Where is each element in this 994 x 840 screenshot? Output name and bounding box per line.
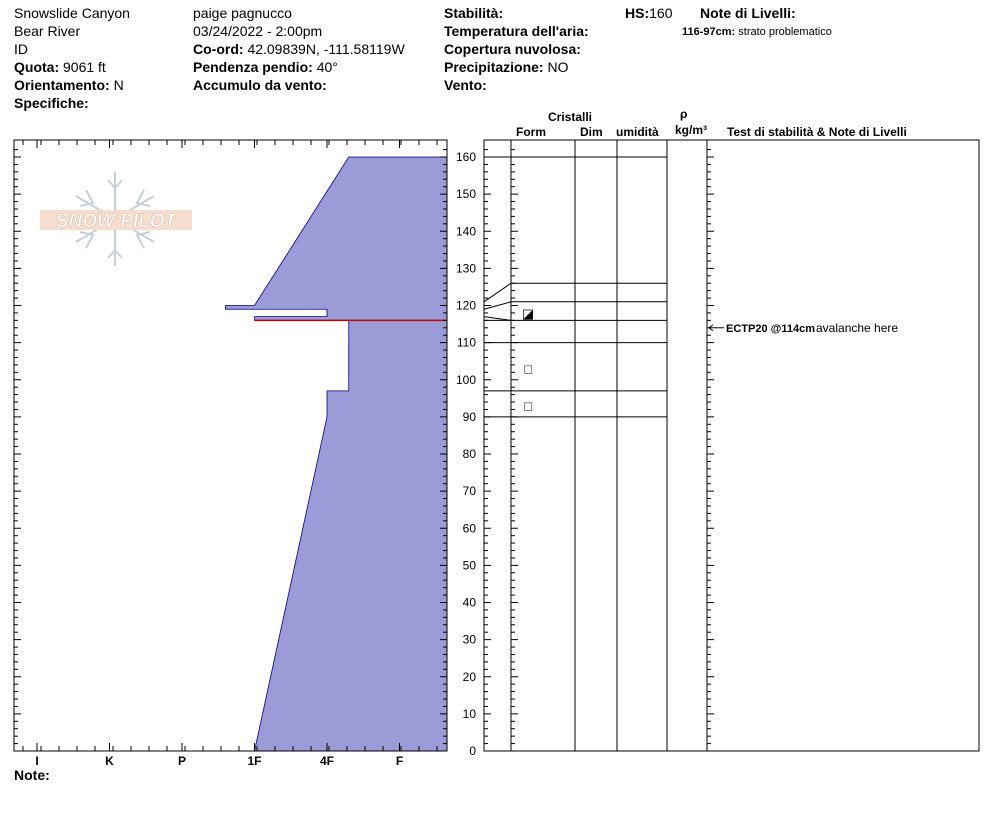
wind-loading-label: Accumulo da vento: [193,77,327,93]
stability-test-code: ECTP20 @114cm [726,322,815,335]
hardness-label: I [35,754,39,768]
stability-test-note: avalanche here [816,320,899,335]
aspect-label: Orientamento: [14,77,110,93]
hardness-label: P [177,754,187,768]
coord-label: Co-ord: [193,41,244,57]
hardness-label: K [105,754,114,768]
depth-label: 0 [469,744,476,758]
hardness-label: 1F [247,754,262,768]
moisture-header: umidità [616,125,659,139]
boundary-connector [484,317,511,321]
density-unit: kg/m³ [675,123,708,137]
cloud-label: Copertura nuvolosa: [444,41,581,57]
hardness-label: F [395,754,404,768]
hardness-label: 4F [319,754,335,768]
form-header: Form [516,125,546,139]
depth-label: 110 [456,335,476,350]
precip-value: NO [547,59,569,75]
density-symbol: ρ [680,107,688,121]
depth-label: 50 [462,558,476,573]
elevation-value: 9061 ft [63,59,106,75]
air-temp-label: Temperatura dell'aria: [444,23,589,39]
hs-label: HS: [625,5,650,21]
state: ID [14,41,28,57]
boundary-connector [484,283,511,302]
location: Snowslide Canyon [14,5,130,21]
crystals-header: Cristalli [548,110,593,124]
precip-label: Precipitazione: [444,59,544,75]
depth-label: 20 [462,669,476,684]
hardness-profile [226,157,448,751]
aspect-value: N [113,77,124,93]
stability-label: Stabilità: [444,5,504,21]
stability-notes-header: Test di stabilità & Note di Livelli [727,125,907,139]
slope-label: Pendenza pendio: [193,59,313,75]
depth-label: 130 [455,261,476,276]
depth-label: 70 [462,484,476,499]
depth-label: 80 [462,447,476,461]
grain-form-symbol: □ [524,398,532,414]
depth-label: 40 [462,595,476,610]
wind-label: Vento: [444,77,487,93]
size-header: Dim [580,125,603,139]
depth-label: 10 [462,706,476,721]
layer-notes-label: Note di Livelli: [700,5,796,21]
elevation-label: Quota: [14,59,60,75]
observer: paige pagnucco [193,5,292,21]
slope-value: 40° [316,59,338,75]
depth-label: 100 [455,372,476,387]
layer-note-range: 116-97cm: [682,26,736,38]
depth-label: 120 [455,298,476,313]
grain-form-symbol: □ [524,361,532,377]
notes-label: Note: [14,767,50,783]
snow-pilot-logo [40,172,192,266]
layer-table-frame [484,140,979,751]
depth-label: 90 [462,409,476,424]
grain-form-symbol: ◪ [521,305,535,321]
coord-value: 42.09839N, -111.58119W [247,41,405,57]
specifics-label: Specifiche: [14,95,89,111]
range: Bear River [14,23,81,39]
depth-label: 160 [455,150,476,164]
hs-value: 160 [649,5,673,21]
depth-label: 150 [455,187,476,202]
logo-text: SNOW PILOT [55,211,177,232]
depth-label: 140 [455,224,476,239]
datetime: 03/24/2022 - 2:00pm [193,23,323,39]
depth-label: 60 [462,521,476,536]
depth-label: 30 [462,632,476,647]
layer-note-text: strato problematico [738,26,832,38]
